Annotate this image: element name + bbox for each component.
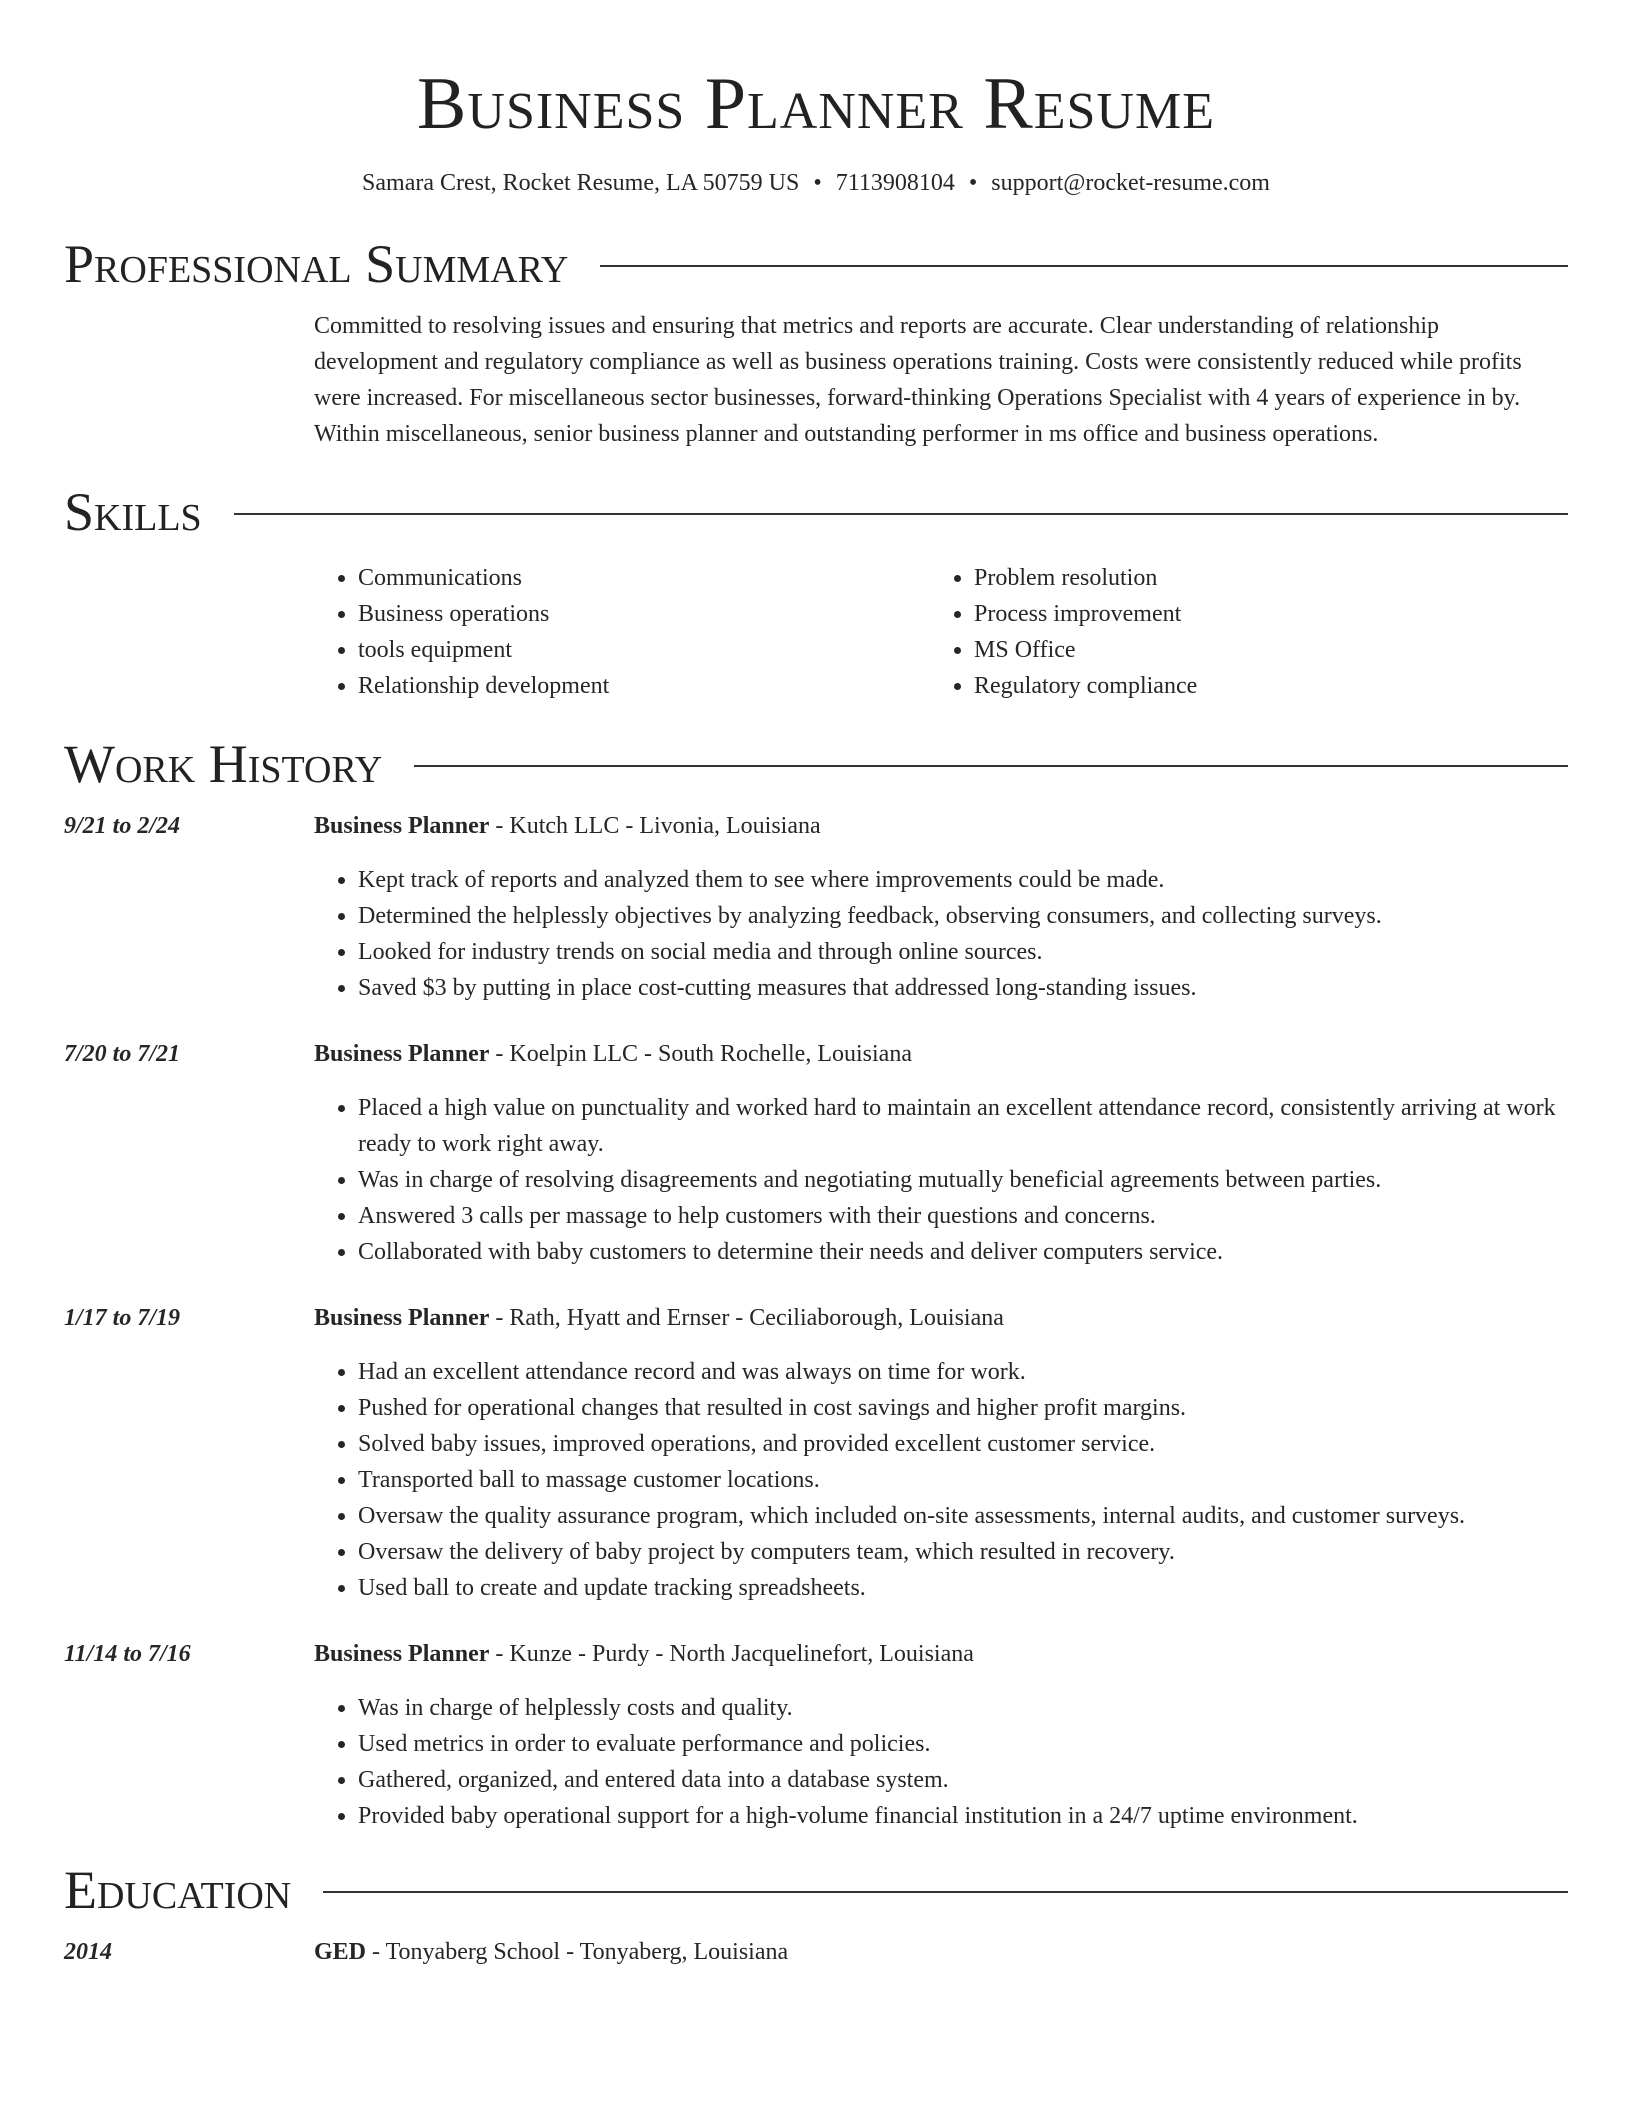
job-bullets <box>314 1354 1568 1606</box>
job-details <box>314 1636 1568 1834</box>
job-employer: - Rath, Hyatt and Ernser - Ceciliaborough, Louisiana <box>489 1305 1004 1331</box>
contact-separator: • <box>968 170 978 196</box>
skills-column-right <box>930 560 1500 704</box>
list-item: • Provided baby operational support for a high-volume financial institution in a 24/7 uptime environment. <box>358 1798 1568 1834</box>
job-heading <box>314 1300 1568 1336</box>
contact-address: Samara Crest, Rocket Resume, LA 50759 US <box>362 170 800 196</box>
resume-header <box>64 56 1568 198</box>
summary-section <box>64 232 1568 452</box>
job-heading <box>314 1636 1568 1672</box>
degree-title: GED <box>314 1939 367 1965</box>
skill-item: • Process improvement <box>974 596 1500 632</box>
skill-item: • MS Office <box>974 632 1500 668</box>
job-employer: - Kunze - Purdy - North Jacquelinefort, Louisiana <box>489 1641 974 1667</box>
list-item: • Gathered, organized, and entered data into a database system. <box>358 1762 1568 1798</box>
job-dates: 9/21 to 2/24 <box>64 813 181 839</box>
education-entry <box>64 1934 1568 1970</box>
job-entry <box>64 1300 1568 1606</box>
job-bullets <box>314 1090 1568 1270</box>
job-dates: 7/20 to 7/21 <box>64 1041 181 1067</box>
skills-list <box>314 560 1568 704</box>
section-header <box>64 732 1568 796</box>
list-item: • Looked for industry trends on social media and through online sources. <box>358 934 1568 970</box>
page-title: Business Planner Resume <box>417 63 1215 145</box>
list-item: • Oversaw the delivery of baby project by computers team, which resulted in recovery. <box>358 1534 1568 1570</box>
list-item: • Placed a high value on punctuality and worked hard to maintain an excellent attendance record, consistently arriving at work ready to work right away. <box>358 1090 1568 1162</box>
section-header <box>64 480 1568 544</box>
job-employer: - Koelpin LLC - South Rochelle, Louisiana <box>489 1041 912 1067</box>
list-item: • Used metrics in order to evaluate performance and policies. <box>358 1726 1568 1762</box>
skill-item: • Business operations <box>358 596 930 632</box>
job-details <box>314 808 1568 1006</box>
job-bullets <box>314 1690 1568 1834</box>
section-divider <box>414 765 1568 767</box>
skill-item: • Problem resolution <box>974 560 1500 596</box>
skill-item: • tools equipment <box>358 632 930 668</box>
section-title: Professional Summary <box>64 234 569 294</box>
job-dates: 1/17 to 7/19 <box>64 1305 181 1331</box>
list-item: • Was in charge of resolving disagreements and negotiating mutually beneficial agreements between parties. <box>358 1162 1568 1198</box>
job-entry <box>64 808 1568 1006</box>
section-title: Skills <box>64 482 202 542</box>
contact-separator: • <box>813 170 822 196</box>
section-header <box>64 1858 1568 1922</box>
job-entry <box>64 1036 1568 1270</box>
list-item: • Transported ball to massage customer locations. <box>358 1462 1568 1498</box>
list-item: • Pushed for operational changes that resulted in cost savings and higher profit margins. <box>358 1390 1568 1426</box>
work-history-section <box>64 732 1568 1834</box>
section-title: Work History <box>64 734 383 794</box>
list-item: • Solved baby issues, improved operations, and provided excellent customer service. <box>358 1426 1568 1462</box>
section-divider <box>234 513 1568 515</box>
contact-email: support@rocket-resume.com <box>991 170 1270 196</box>
contact-line <box>64 168 1568 198</box>
school-info: - Tonyaberg School - Tonyaberg, Louisiana <box>366 1939 789 1965</box>
section-divider <box>600 265 1568 267</box>
list-item: • Collaborated with baby customers to determine their needs and deliver computers service. <box>358 1234 1568 1270</box>
job-bullets <box>314 862 1568 1006</box>
list-item: • Determined the helplessly objectives by analyzing feedback, observing consumers, and collecting surveys. <box>358 898 1568 934</box>
education-details <box>314 1934 1568 1970</box>
job-entry <box>64 1636 1568 1834</box>
list-item: • Answered 3 calls per massage to help customers with their questions and concerns. <box>358 1198 1568 1234</box>
list-item: • Oversaw the quality assurance program, which included on-site assessments, internal audits, and customer surveys. <box>358 1498 1568 1534</box>
list-item: • Saved $3 by putting in place cost-cutting measures that addressed long-standing issues. <box>358 970 1568 1006</box>
contact-phone: 7113908104 <box>835 170 955 196</box>
summary-text: Committed to resolving issues and ensuring that metrics and reports are accurate. Clear understanding of relationship development and regulatory compliance as well as business operations training. Costs were consistently reduced while profits were increased. For miscellaneous sector businesses, forward-thinking Operations Specialist with 4 years of experience in by. Within miscellaneous, senior business planner and outstanding performer in ms office and business operations. <box>314 313 1522 447</box>
education-heading <box>314 1934 1568 1970</box>
skills-section <box>64 480 1568 704</box>
job-title: Business Planner <box>314 1305 490 1331</box>
job-title: Business Planner <box>314 813 490 839</box>
list-item: • Was in charge of helplessly costs and quality. <box>358 1690 1568 1726</box>
job-employer: - Kutch LLC - Livonia, Louisiana <box>489 813 821 839</box>
job-title: Business Planner <box>314 1641 490 1667</box>
section-divider <box>323 1891 1568 1893</box>
skill-item: • Regulatory compliance <box>974 668 1500 704</box>
section-header <box>64 232 1568 296</box>
job-title: Business Planner <box>314 1041 490 1067</box>
list-item: • Had an excellent attendance record and was always on time for work. <box>358 1354 1568 1390</box>
job-details <box>314 1036 1568 1270</box>
job-heading <box>314 1036 1568 1072</box>
job-details <box>314 1300 1568 1606</box>
education-dates: 2014 <box>64 1939 112 1965</box>
skill-item: • Communications <box>358 560 930 596</box>
skills-column-left <box>314 560 930 704</box>
job-dates: 11/14 to 7/16 <box>64 1641 191 1667</box>
list-item: • Kept track of reports and analyzed them to see where improvements could be made. <box>358 862 1568 898</box>
section-title: Education <box>64 1860 292 1920</box>
skill-item: • Relationship development <box>358 668 930 704</box>
list-item: • Used ball to create and update tracking spreadsheets. <box>358 1570 1568 1606</box>
education-section <box>64 1858 1568 1970</box>
job-heading <box>314 808 1568 844</box>
